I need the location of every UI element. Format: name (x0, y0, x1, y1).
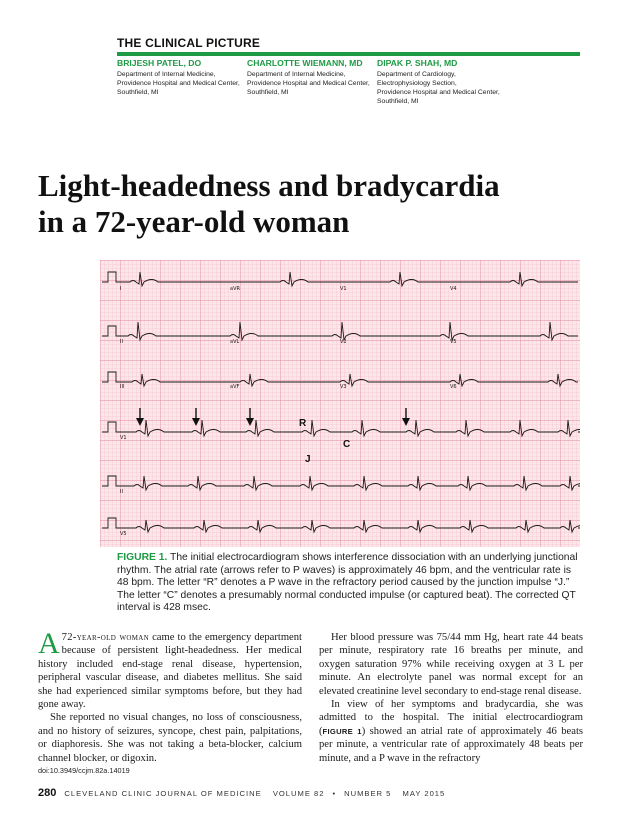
ecg-lead-label: I (120, 286, 122, 292)
author-affiliation: Department of Cardiology, Electrophysiology Section, Providence Hospital and Medical Center, Southfield, MI (377, 71, 500, 105)
author-name: CHARLOTTE WIEMANN, MD (247, 58, 363, 68)
caption-label: FIGURE 1. (117, 552, 168, 563)
ecg-figure (100, 260, 580, 547)
figure-reference[interactable]: FIGURE 1 (322, 726, 362, 736)
drop-cap: A (38, 627, 60, 660)
article-title: Light-headedness and bradycardia in a 72-year-old woman (38, 168, 500, 239)
author-2 (247, 58, 377, 97)
page-number: 280 (38, 787, 57, 799)
ecg-lead-label: II (120, 489, 123, 495)
paragraph: Her blood pressure was 75/44 mm Hg, heart rate 44 beats per minute, respiratory rate 16 breaths per minute, and oxygen saturation 97% while receiving oxygen at 3 L per minute. An electrolyte panel was normal except for an elevated creatinine level secondary to end-stage renal disease. (319, 632, 583, 697)
figure-caption (117, 552, 584, 615)
ecg-lead-label: V2 (340, 339, 347, 345)
annotation-r: R (299, 418, 307, 429)
journal-name: CLEVELAND CLINIC JOURNAL OF MEDICINE (64, 789, 262, 798)
issue-date: MAY 2015 (402, 789, 446, 798)
annotation-c: C (343, 439, 351, 450)
ecg-lead-label: V4 (450, 286, 457, 292)
section-rule (117, 52, 580, 56)
ecg-lead-label: V6 (450, 384, 457, 390)
caption-text: The initial electrocardiogram shows interference dissociation with an underlying junctional rhythm. The atrial rate (arrows refer to P waves) is approximately 46 bpm, and the ventricular rate is 48 bpm. The letter “R” denotes a P wave in the refractory period caused by the junction impulse “J.” The letter “C” denotes a presumably normal conducted impulse (or captured beat). The corrected QT interval is 428 msec. (117, 552, 578, 614)
author-name: DIPAK P. SHAH, MD (377, 58, 458, 68)
author-affiliation: Department of Internal Medicine, Providence Hospital and Medical Center, Southfield, MI (117, 71, 240, 96)
author-3 (377, 58, 507, 106)
ecg-lead-label: aVF (230, 384, 240, 390)
doi: doi:10.3949/ccjm.82a.14019 (38, 766, 130, 775)
body-column-right (319, 631, 583, 765)
lead-in: 72-year-old woman (61, 632, 149, 643)
ecg-lead-label: V1 (120, 435, 127, 441)
author-1 (117, 58, 247, 97)
ecg-lead-label: III (120, 384, 125, 390)
author-affiliation: Department of Internal Medicine, Providence Hospital and Medical Center, Southfield, MI (247, 71, 370, 96)
author-name: BRIJESH PATEL, DO (117, 58, 202, 68)
ecg-lead-label: aVL (230, 339, 240, 345)
ecg-lead-label: V5 (450, 339, 457, 345)
ecg-tracing (100, 260, 580, 547)
section-label: THE CLINICAL PICTURE (117, 36, 261, 50)
paragraph: She reported no visual changes, no loss of consciousness, and no history of seizures, syncope, chest pain, palpitations, or diaphoresis. She was not taking a beta-blocker, calcium channel blocker, or digoxin. (38, 712, 302, 764)
page-footer (38, 787, 598, 799)
ecg-lead-label: aVR (230, 286, 240, 292)
annotation-j: J (305, 454, 311, 465)
ecg-lead-label: II (120, 339, 123, 345)
issue-number: NUMBER 5 (344, 789, 392, 798)
paragraph: In view of her symptoms and bradycardia, she was admitted to the hospital. The initial electrocardiogram (FIGURE 1) showed an atrial rate of approximately 46 beats per minute, a ventricular rate of approximately 48 beats per minute, and a P wave in the refractory (319, 699, 584, 764)
ecg-lead-label: V1 (340, 286, 347, 292)
ecg-lead-label: V3 (340, 384, 347, 390)
ecg-lead-label: V5 (120, 531, 127, 537)
volume: VOLUME 82 (272, 789, 325, 798)
bullet: • (332, 789, 337, 798)
body-column-left (38, 627, 302, 765)
paragraph: A 72-year-old woman came to the emergency department because of persistent light-headedness. Her medical history included end-stage renal disease, hypertension, peripheral vascular disease, and diabetes mellitus. She said she had experienced similar symptoms before, but they had gone away. (38, 627, 302, 711)
